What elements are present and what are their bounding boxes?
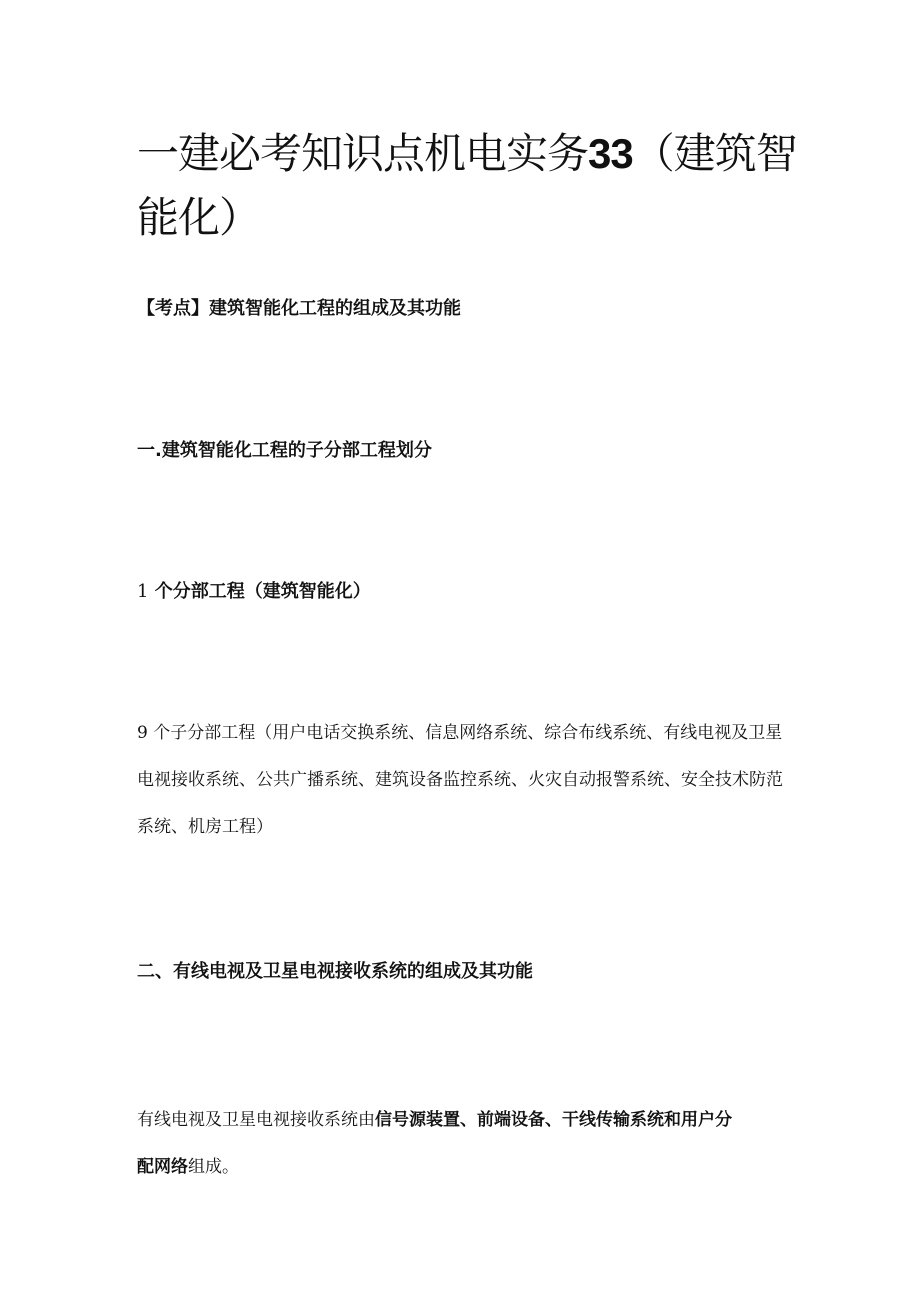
cable-tv-paragraph — [137, 1097, 737, 1191]
zifenbu-number: 9 — [137, 723, 148, 743]
title-text-part2: （建筑智能化） — [137, 129, 797, 242]
para-tail: 组成。 — [188, 1157, 239, 1177]
document-title — [137, 122, 797, 250]
section-heading-2: 二、有线电视及卫星电视接收系统的组成及其功能 — [137, 961, 533, 982]
fenbu-text: 个分部工程（建筑智能化） — [154, 581, 371, 602]
zifenbu-paragraph — [137, 710, 787, 851]
fenbu-line — [137, 578, 371, 606]
para-lead: 有线电视及卫星电视接收系统由 — [137, 1110, 375, 1130]
title-text-part1: 一建必考知识点机电实务 — [137, 129, 589, 178]
para-bold-components: 信号源装置、前端设备、干线传输系统和用户分配网络 — [137, 1110, 732, 1177]
zifenbu-text: 个子分部工程（用户电话交换系统、信息网络系统、综合布线系统、有线电视及卫星电视接收系统、公共广播系统、建筑设备监控系统、火灾自动报警系统、安全技术防范系统、机房工程） — [137, 723, 783, 837]
kaodian-heading: 【考点】建筑智能化工程的组成及其功能 — [137, 298, 461, 319]
section-heading-1: 一.建筑智能化工程的子分部工程划分 — [137, 440, 432, 461]
title-number: 33 — [588, 130, 633, 177]
fenbu-number: 1 — [137, 581, 149, 602]
